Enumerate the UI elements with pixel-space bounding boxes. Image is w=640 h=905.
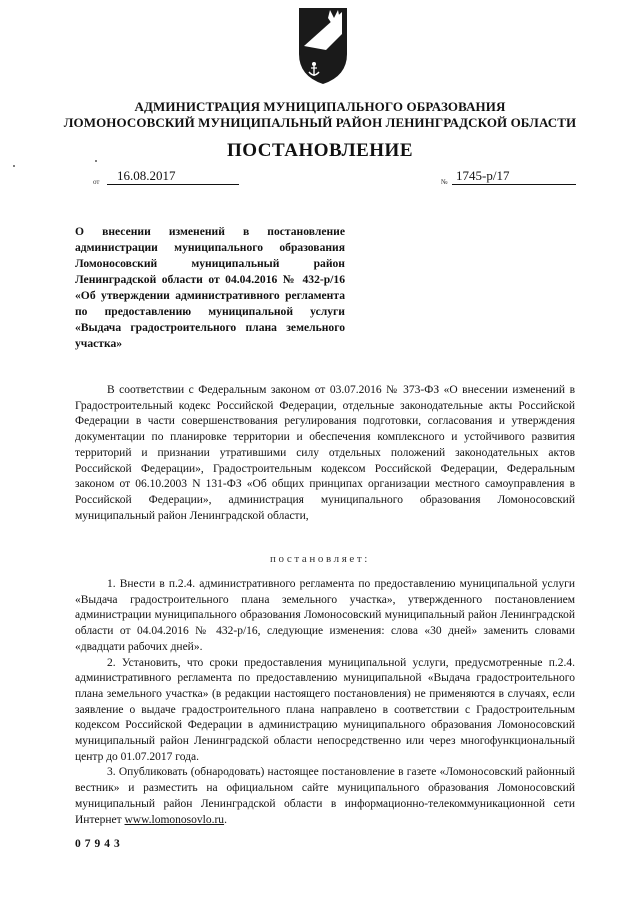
website-link[interactable]: www.lomonosovlo.ru (124, 813, 225, 826)
decree-item-3 (75, 765, 575, 828)
number-prefix: № (441, 178, 448, 186)
scan-speck (95, 160, 97, 162)
decree-item-3-end: . (224, 813, 227, 826)
scan-speck (13, 165, 15, 167)
coat-of-arms-emblem (296, 6, 350, 86)
organization-name-line1: АДМИНИСТРАЦИЯ МУНИЦИПАЛЬНОГО ОБРАЗОВАНИЯ (134, 99, 506, 114)
document-date: 16.08.2017 (107, 168, 239, 185)
preamble-paragraph: В соответствии с Федеральным законом от 03.07.2016 № 373-ФЗ «О внесении изменений в Градостроительный кодекс Российской Федерации, отдельные законодательные акты Российской Федерации в части совершенствования регулирования подготовки, согласования и утверждения документации по планировке территории и обеспечения комплексного и устойчивого развития территорий и признании утратившими силу отдельных положений законодательных актов Российской Федерации», Градостроительным кодексом Российской Федерации, Федеральным законом от 06.10.2003 N 131-ФЗ «Об общих принципах организации местного самоуправления в Российской Федерации», администрация муниципального образования Ломоносовский муниципальный район Ленинградской области, (75, 384, 575, 522)
decree-items (75, 577, 575, 828)
decree-item-1: 1. Внести в п.2.4. административного регламента по предоставлению муниципальной услуги «Выдача градостроительного плана земельного участка», утвержденного постановлением администрации муниципального образования Ломоносовский муниципальный район Ленинградской области от 04.04.2016 № 432-р/16, следующие изменения: слова «30 дней» заменить словами «двадцати рабочих дней». (75, 578, 575, 653)
document-number: 1745-р/17 (452, 168, 576, 185)
organization-name-line2: ЛОМОНОСОВСКИЙ МУНИЦИПАЛЬНЫЙ РАЙОН ЛЕНИНГРАДСКОЙ ОБЛАСТИ (63, 115, 577, 130)
decree-item-3-text: 3. Опубликовать (обнародовать) настоящее постановление в газете «Ломоносовский районный вестник» и разместить на официальном сайте муниципального образования Ломоносовский муниципальный район Ленинградской области в информационно-телекоммуникационной сети Интернет (75, 766, 575, 826)
preamble (75, 383, 575, 524)
decree-item-2: 2. Установить, что сроки предоставления муниципальной услуги, предусмотренные п.2.4. административного регламента по предоставлению муниципальной «Выдача градостроительного плана земельного участка» (в редакции настоящего постановления) не применяются в случаях, если заявление о выдаче градостроительного плана направлено в соответствии с Градостроительным кодексом Российской Федерации в администрацию муниципального образования Ломоносовский муниципальный район Ленинградской области непосредственно или через многофункциональный центр до 01.07.2017 года. (75, 656, 575, 763)
document-title: ПОСТАНОВЛЕНИЕ (226, 140, 414, 161)
registration-number: 07943 (75, 838, 124, 850)
date-prefix: от (93, 178, 100, 186)
document-subject: О внесении изменений в постановление администрации муниципального образования Ломоносовский муниципальный район Ленинградской области от 04.04.2016 № 432-р/16 «Об утверждении административного регламента по предоставлению муниципальной услуги «Выдача градостроительного плана земельного участка» (75, 225, 345, 350)
decree-word: постановляет: (270, 553, 370, 565)
